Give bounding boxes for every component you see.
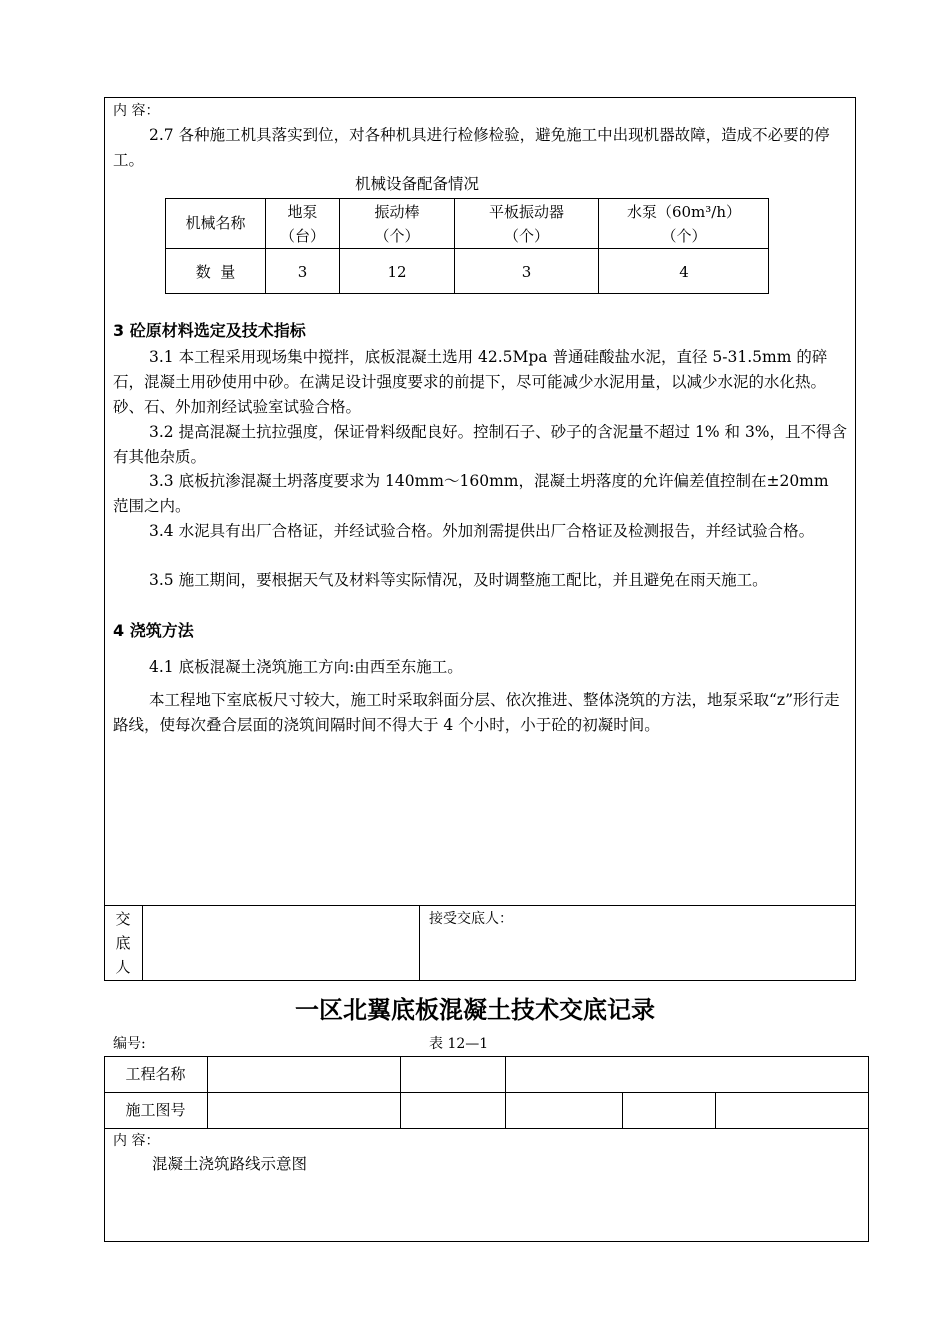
equipment-table-caption: 机械设备配备情况	[355, 175, 480, 193]
paragraph-2-7: 2.7 各种施工机具落实到位，对各种机具进行检修检验，避免施工中出现机器故障，造成不必要的停工。	[113, 126, 830, 169]
table-qty-ground-pump: 3	[297, 263, 308, 281]
paragraph-3-3: 3.3 底板抗渗混凝土坍落度要求为 140mm～160mm，混凝土坍落度的允许偏差值控制在±20mm 范围之内。	[113, 472, 829, 515]
drawing-number-label: 施工图号	[125, 1101, 186, 1119]
diagram-caption: 混凝土浇筑路线示意图	[152, 1155, 308, 1173]
table-qty-water-pump: 4	[679, 263, 689, 281]
paragraph-4-1: 4.1 底板混凝土浇筑施工方向:由西至东施工。	[149, 658, 463, 676]
receiver-label: 接受交底人：	[429, 911, 513, 927]
table-header-machine-name: 机械名称	[185, 214, 246, 232]
table-col-ground-pump: 地泵 （台）	[279, 203, 325, 245]
page-title: 一区北翼底板混凝土技术交底记录	[295, 995, 655, 1024]
signature-col-divider-1	[142, 905, 143, 981]
signature-col-divider-2	[419, 905, 420, 981]
info-table	[104, 1056, 869, 1242]
table-col-plate-vibrator: 平板振动器 （个）	[488, 203, 564, 245]
paragraph-3-5: 3.5 施工期间，要根据天气及材料等实际情况，及时调整施工配比，并且避免在雨天施工。	[149, 571, 768, 589]
table-qty-plate-vibrator: 3	[521, 263, 532, 281]
table-header-quantity: 数 量	[195, 263, 236, 281]
table-qty-vibrator-rod: 12	[387, 263, 407, 281]
signature-label: 交 底 人	[115, 910, 131, 976]
paragraph-3-1: 3.1 本工程采用现场集中搅拌，底板混凝土选用 42.5Mpa 普通硅酸盐水泥，直径 5-31.5mm 的碎石，混凝土用砂使用中砂。在满足设计强度要求的前提下，尽可能减少水泥用量，以减少水泥的水化热。砂、石、外加剂经试验室试验合格。	[113, 348, 828, 416]
paragraph-3-2: 3.2 提高混凝土抗拉强度，保证骨料级配良好。控制石子、砂子的含泥量不超过 1% 和 3%，且不得含有其他杂质。	[113, 423, 848, 466]
table-col-water-pump: 水泵（60m³/h） （个）	[626, 203, 742, 245]
paragraph-4-2: 本工程地下室底板尺寸较大，施工时采取斜面分层、依次推进、整体浇筑的方法，地泵采取“z”形行走路线，使每次叠合层面的浇筑间隔时间不得大于 4 个小时，小于砼的初凝时间。	[113, 691, 840, 734]
signature-divider	[104, 905, 856, 906]
section-3-heading: 3 砼原材料选定及技术指标	[113, 321, 306, 340]
number-label: 编号:	[113, 1036, 146, 1052]
equipment-table	[165, 198, 769, 294]
paragraph-3-4: 3.4 水泥具有出厂合格证，并经试验合格。外加剂需提供出厂合格证及检测报告，并经试验合格。	[149, 522, 815, 540]
form-code: 表 12—1	[429, 1036, 489, 1052]
content-label: 内 容：	[113, 103, 160, 119]
project-name-label: 工程名称	[125, 1065, 186, 1083]
content-label-2: 内 容：	[113, 1133, 160, 1149]
section-4-heading: 4 浇筑方法	[113, 621, 194, 640]
table-col-vibrator-rod: 振动棒 （个）	[374, 203, 420, 245]
